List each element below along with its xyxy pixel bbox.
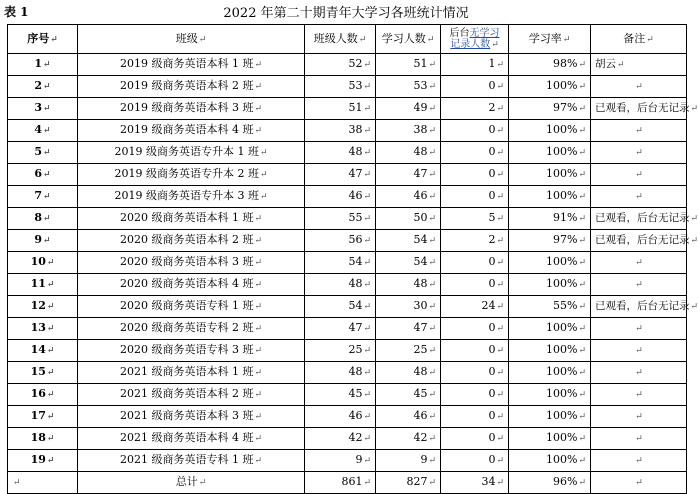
cell-class: 2021 级商务英语本科 2 班↵ — [78, 384, 305, 406]
table-row — [8, 384, 687, 406]
total-study-count: 827↵ — [376, 472, 441, 494]
cell-study-count: 42↵ — [376, 428, 441, 450]
cell-backend: 2↵ — [441, 98, 509, 120]
total-note: ↵ — [591, 472, 687, 494]
cell-note: ↵ — [591, 450, 687, 472]
cell-note: ↵ — [591, 252, 687, 274]
cell-note: ↵ — [591, 384, 687, 406]
cell-seq: 17↵ — [8, 406, 78, 428]
cell-backend: 0↵ — [441, 120, 509, 142]
cell-backend: 0↵ — [441, 252, 509, 274]
cell-seq: 18↵ — [8, 428, 78, 450]
header-rate: 学习率↵ — [509, 25, 591, 54]
cell-seq: 14↵ — [8, 340, 78, 362]
cell-backend: 0↵ — [441, 164, 509, 186]
cell-rate: 100%↵ — [509, 76, 591, 98]
cell-rate: 97%↵ — [509, 230, 591, 252]
cell-class: 2019 级商务英语专升本 2 班↵ — [78, 164, 305, 186]
cell-study-count: 54↵ — [376, 230, 441, 252]
cell-class: 2020 级商务英语本科 3 班↵ — [78, 252, 305, 274]
cell-backend: 24↵ — [441, 296, 509, 318]
cell-class: 2019 级商务英语专升本 3 班↵ — [78, 186, 305, 208]
cell-seq: 13↵ — [8, 318, 78, 340]
cell-study-count: 48↵ — [376, 142, 441, 164]
cell-rate: 100%↵ — [509, 186, 591, 208]
cell-note: ↵ — [591, 120, 687, 142]
cell-class-count: 25↵ — [305, 340, 376, 362]
cell-class: 2021 级商务英语本科 1 班↵ — [78, 362, 305, 384]
cell-rate: 100%↵ — [509, 384, 591, 406]
cell-note: ↵ — [591, 340, 687, 362]
cell-class-count: 9↵ — [305, 450, 376, 472]
cell-note: ↵ — [591, 428, 687, 450]
cell-backend: 0↵ — [441, 274, 509, 296]
cell-class-count: 53↵ — [305, 76, 376, 98]
cell-seq: 15↵ — [8, 362, 78, 384]
cell-rate: 91%↵ — [509, 208, 591, 230]
cell-backend: 0↵ — [441, 406, 509, 428]
cell-rate: 100%↵ — [509, 164, 591, 186]
cell-backend: 0↵ — [441, 186, 509, 208]
cell-class: 2019 级商务英语本科 3 班↵ — [78, 98, 305, 120]
cell-class-count: 55↵ — [305, 208, 376, 230]
cell-rate: 100%↵ — [509, 406, 591, 428]
cell-seq: 11↵ — [8, 274, 78, 296]
total-class-count: 861↵ — [305, 472, 376, 494]
cell-note: 已观看，后台无记录↵ — [591, 230, 687, 252]
cell-seq: 19↵ — [8, 450, 78, 472]
cell-class: 2019 级商务英语专升本 1 班↵ — [78, 142, 305, 164]
cell-backend: 0↵ — [441, 142, 509, 164]
cell-class: 2019 级商务英语本科 1 班↵ — [78, 54, 305, 76]
table-row — [8, 76, 687, 98]
cell-backend: 0↵ — [441, 76, 509, 98]
cell-class: 2020 级商务英语本科 1 班↵ — [78, 208, 305, 230]
cell-note: ↵ — [591, 76, 687, 98]
cell-note: ↵ — [591, 362, 687, 384]
table-row — [8, 318, 687, 340]
cell-study-count: 48↵ — [376, 274, 441, 296]
cell-note: ↵ — [591, 164, 687, 186]
cell-class: 2021 级商务英语本科 3 班↵ — [78, 406, 305, 428]
table-row — [8, 120, 687, 142]
cell-rate: 100%↵ — [509, 142, 591, 164]
cell-rate: 100%↵ — [509, 450, 591, 472]
cell-rate: 100%↵ — [509, 362, 591, 384]
cell-class: 2019 级商务英语本科 4 班↵ — [78, 120, 305, 142]
cell-class-count: 54↵ — [305, 296, 376, 318]
cell-class-count: 47↵ — [305, 164, 376, 186]
cell-seq: 3↵ — [8, 98, 78, 120]
cell-study-count: 46↵ — [376, 186, 441, 208]
cell-backend: 0↵ — [441, 428, 509, 450]
cell-seq: 10↵ — [8, 252, 78, 274]
header-backend-none: 后台无学习 记录人数↵ — [441, 25, 509, 54]
cell-backend: 0↵ — [441, 318, 509, 340]
document-title: 2022 年第二十期青年大学习各班统计情况 — [223, 6, 469, 21]
cell-note: ↵ — [591, 186, 687, 208]
cell-study-count: 46↵ — [376, 406, 441, 428]
table-row — [8, 274, 687, 296]
cell-study-count: 47↵ — [376, 164, 441, 186]
cell-study-count: 38↵ — [376, 120, 441, 142]
cell-class-count: 45↵ — [305, 384, 376, 406]
cell-seq: 8↵ — [8, 208, 78, 230]
cell-class-count: 48↵ — [305, 362, 376, 384]
table-row — [8, 142, 687, 164]
table-row — [8, 186, 687, 208]
table-row — [8, 230, 687, 252]
cell-note: ↵ — [591, 318, 687, 340]
cell-rate: 100%↵ — [509, 274, 591, 296]
cell-rate: 100%↵ — [509, 340, 591, 362]
cell-class: 2019 级商务英语本科 2 班↵ — [78, 76, 305, 98]
table-row — [8, 164, 687, 186]
cell-note: 已观看，后台无记录↵ — [591, 98, 687, 120]
cell-class: 2020 级商务英语专科 3 班↵ — [78, 340, 305, 362]
table-row — [8, 406, 687, 428]
cell-study-count: 45↵ — [376, 384, 441, 406]
cell-backend: 2↵ — [441, 230, 509, 252]
cell-study-count: 51↵ — [376, 54, 441, 76]
cell-backend: 1↵ — [441, 54, 509, 76]
cell-class-count: 54↵ — [305, 252, 376, 274]
cell-study-count: 25↵ — [376, 340, 441, 362]
cell-class-count: 47↵ — [305, 318, 376, 340]
cell-class-count: 48↵ — [305, 274, 376, 296]
cell-study-count: 30↵ — [376, 296, 441, 318]
table-row — [8, 208, 687, 230]
cell-seq: 6↵ — [8, 164, 78, 186]
cell-note: ↵ — [591, 406, 687, 428]
cell-rate: 98%↵ — [509, 54, 591, 76]
header-class: 班级↵ — [78, 25, 305, 54]
table-row — [8, 54, 687, 76]
table-row — [8, 362, 687, 384]
cell-class: 2020 级商务英语专科 1 班↵ — [78, 296, 305, 318]
header-class-count: 班级人数↵ — [305, 25, 376, 54]
cell-note: ↵ — [591, 142, 687, 164]
cell-note: ↵ — [591, 274, 687, 296]
cell-class-count: 42↵ — [305, 428, 376, 450]
cell-class-count: 56↵ — [305, 230, 376, 252]
cell-class-count: 51↵ — [305, 98, 376, 120]
cell-seq: 12↵ — [8, 296, 78, 318]
cell-class: 2020 级商务英语本科 2 班↵ — [78, 230, 305, 252]
table-row — [8, 296, 687, 318]
cell-seq: 1↵ — [8, 54, 78, 76]
header-row — [8, 25, 687, 54]
cell-seq: 5↵ — [8, 142, 78, 164]
cell-study-count: 53↵ — [376, 76, 441, 98]
cell-study-count: 54↵ — [376, 252, 441, 274]
cell-class-count: 46↵ — [305, 406, 376, 428]
cell-study-count: 9↵ — [376, 450, 441, 472]
cell-backend: 5↵ — [441, 208, 509, 230]
cell-class: 2021 级商务英语本科 4 班↵ — [78, 428, 305, 450]
cell-class: 2020 级商务英语本科 4 班↵ — [78, 274, 305, 296]
cell-class-count: 48↵ — [305, 142, 376, 164]
table-row — [8, 340, 687, 362]
total-label: 总计↵ — [78, 472, 305, 494]
cell-seq: 9↵ — [8, 230, 78, 252]
table-row — [8, 252, 687, 274]
total-rate: 96%↵ — [509, 472, 591, 494]
cell-seq: 7↵ — [8, 186, 78, 208]
cell-study-count: 50↵ — [376, 208, 441, 230]
header-seq: 序号↵ — [8, 25, 78, 54]
cell-backend: 0↵ — [441, 384, 509, 406]
cell-rate: 100%↵ — [509, 120, 591, 142]
cell-class: 2021 级商务英语专科 1 班↵ — [78, 450, 305, 472]
cell-seq: 4↵ — [8, 120, 78, 142]
cell-class-count: 52↵ — [305, 54, 376, 76]
table-row — [8, 450, 687, 472]
cell-seq: 16↵ — [8, 384, 78, 406]
cell-note: 已观看，后台无记录↵ — [591, 296, 687, 318]
cell-rate: 97%↵ — [509, 98, 591, 120]
total-row — [8, 472, 687, 494]
cell-class-count: 46↵ — [305, 186, 376, 208]
table-row — [8, 98, 687, 120]
header-note: 备注↵ — [591, 25, 687, 54]
cell-backend: 0↵ — [441, 362, 509, 384]
table-row — [8, 428, 687, 450]
cell-backend: 0↵ — [441, 450, 509, 472]
cell-study-count: 49↵ — [376, 98, 441, 120]
cell-rate: 100%↵ — [509, 428, 591, 450]
cell-seq: 2↵ — [8, 76, 78, 98]
cell-class: 2020 级商务英语专科 2 班↵ — [78, 318, 305, 340]
title-row — [0, 0, 692, 22]
cell-rate: 100%↵ — [509, 252, 591, 274]
cell-class-count: 38↵ — [305, 120, 376, 142]
cell-backend: 0↵ — [441, 340, 509, 362]
cell-study-count: 47↵ — [376, 318, 441, 340]
cell-rate: 100%↵ — [509, 318, 591, 340]
header-study-count: 学习人数↵ — [376, 25, 441, 54]
statistics-table — [7, 24, 698, 494]
table-label: 表 1 — [4, 5, 29, 19]
cell-rate: 55%↵ — [509, 296, 591, 318]
total-backend: 34↵ — [441, 472, 509, 494]
total-mark-cell: ↵ — [8, 472, 78, 494]
cell-note: 已观看，后台无记录↵ — [591, 208, 687, 230]
cell-study-count: 48↵ — [376, 362, 441, 384]
cell-note: 胡云↵ — [591, 54, 687, 76]
